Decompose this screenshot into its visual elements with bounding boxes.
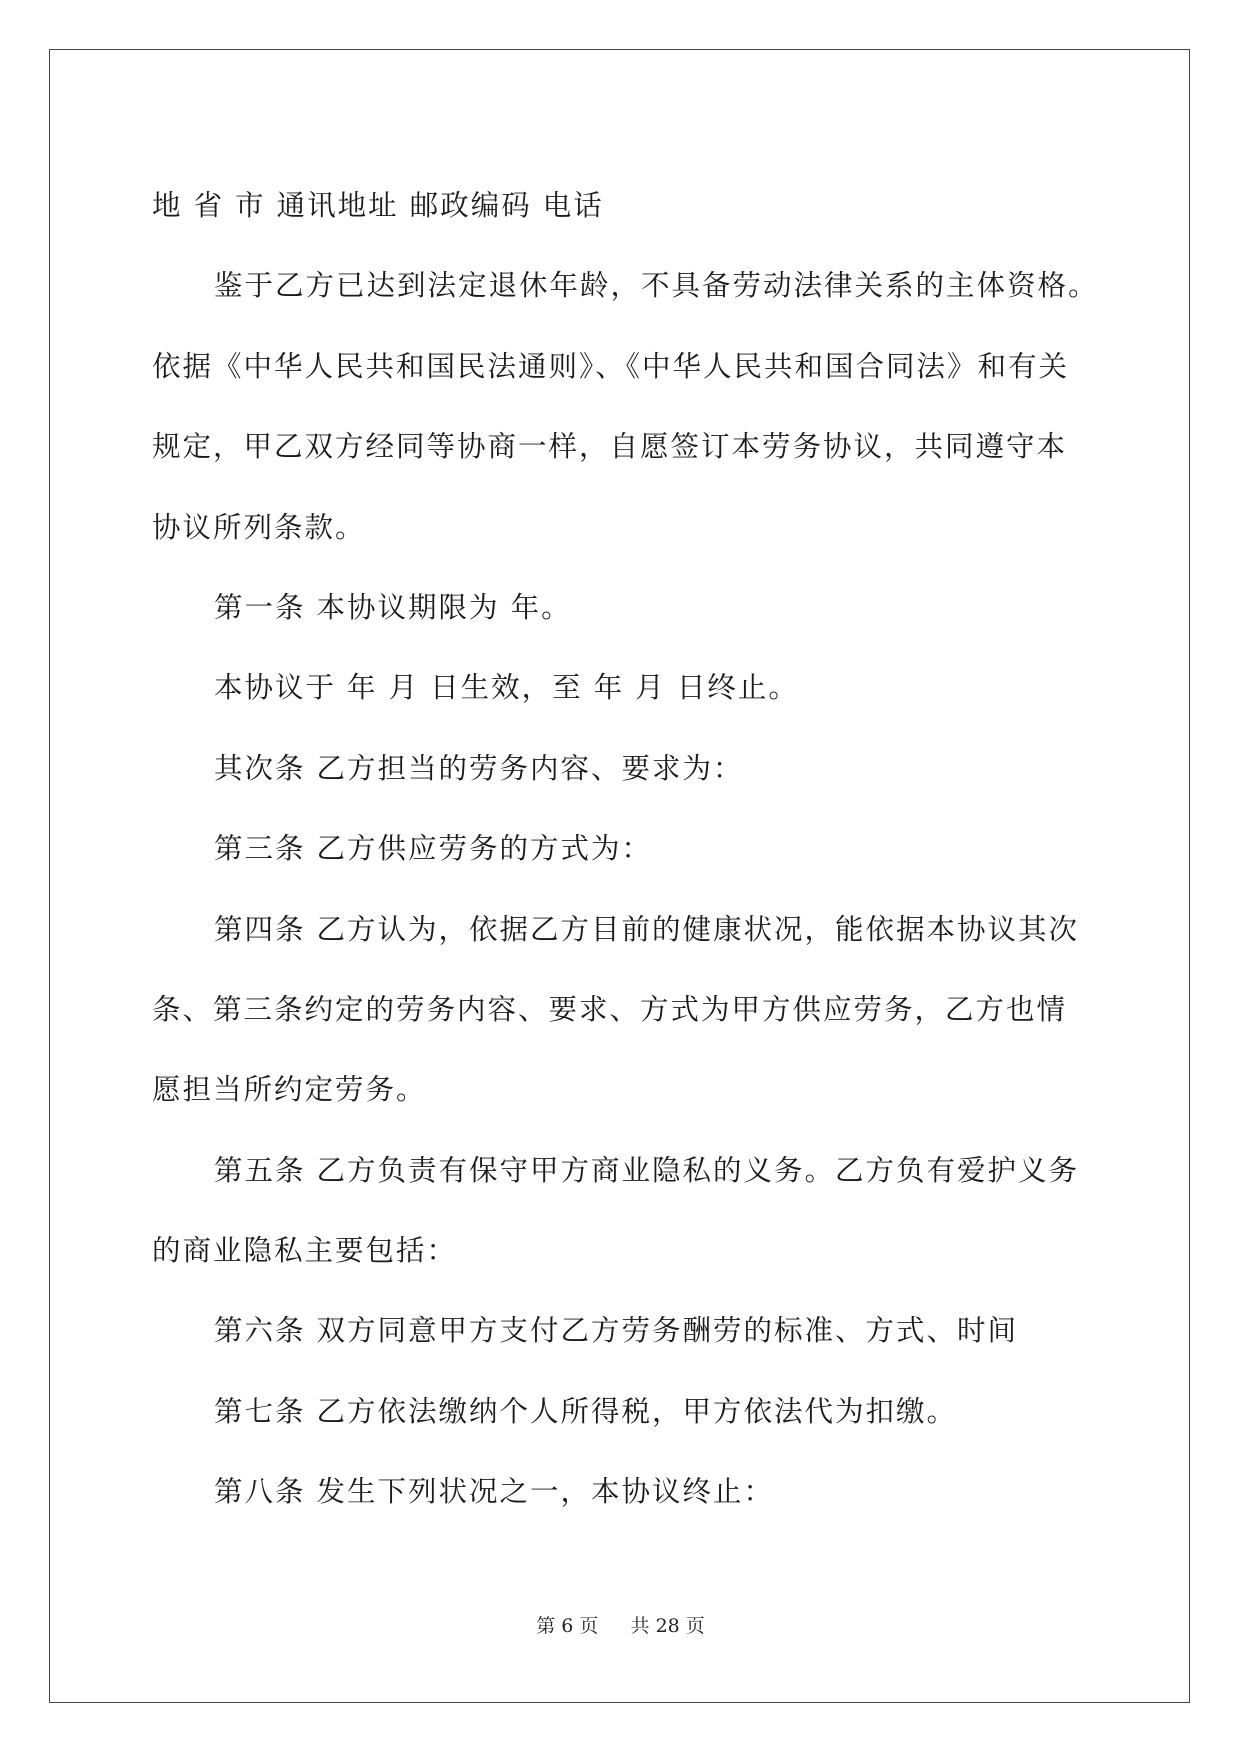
text-line: 愿担当所约定劳务。 xyxy=(152,1073,427,1107)
text-line: 第七条 乙方依法缴纳个人所得税，甲方依法代为扣缴。 xyxy=(214,1394,958,1428)
text-line: 其次条 乙方担当的劳务内容、要求为： xyxy=(214,751,744,785)
text-line: 第五条 乙方负责有保守甲方商业隐私的义务。乙方负有爱护义务 xyxy=(214,1153,1080,1187)
current-page-number: 第 6 页 xyxy=(536,1615,599,1637)
text-line: 第四条 乙方认为，依据乙方目前的健康状况，能依据本协议其次 xyxy=(214,912,1080,946)
text-line: 第八条 发生下列状况之一，本协议终止： xyxy=(214,1475,775,1509)
text-line: 规定，甲乙双方经同等协商一样，自愿签订本劳务协议，共同遵守本 xyxy=(152,430,1068,464)
text-line: 本协议于 年 月 日生效，至 年 月 日终止。 xyxy=(214,671,799,705)
text-line: 第三条 乙方供应劳务的方式为： xyxy=(214,832,653,866)
page-footer xyxy=(0,1611,1241,1638)
text-line: 的商业隐私主要包括： xyxy=(152,1234,458,1268)
text-line: 条、第三条约定的劳务内容、要求、方式为甲方供应劳务，乙方也情 xyxy=(152,992,1068,1026)
text-line: 依据《中华人民共和国民法通则》、《中华人民共和国合同法》和有关 xyxy=(152,349,1070,383)
text-line: 第一条 本协议期限为 年。 xyxy=(214,590,572,624)
text-line: 地 省 市 通讯地址 邮政编码 电话 xyxy=(152,189,604,222)
text-line: 协议所列条款。 xyxy=(152,510,366,544)
text-line: 鉴于乙方已达到法定退休年龄，不具备劳动法律关系的主体资格。 xyxy=(214,269,1099,303)
footer-separator xyxy=(608,1615,620,1637)
total-page-count: 共 28 页 xyxy=(630,1615,705,1637)
document-body xyxy=(152,166,1102,1533)
text-line: 第六条 双方同意甲方支付乙方劳务酬劳的标准、方式、时间 xyxy=(214,1314,1019,1348)
